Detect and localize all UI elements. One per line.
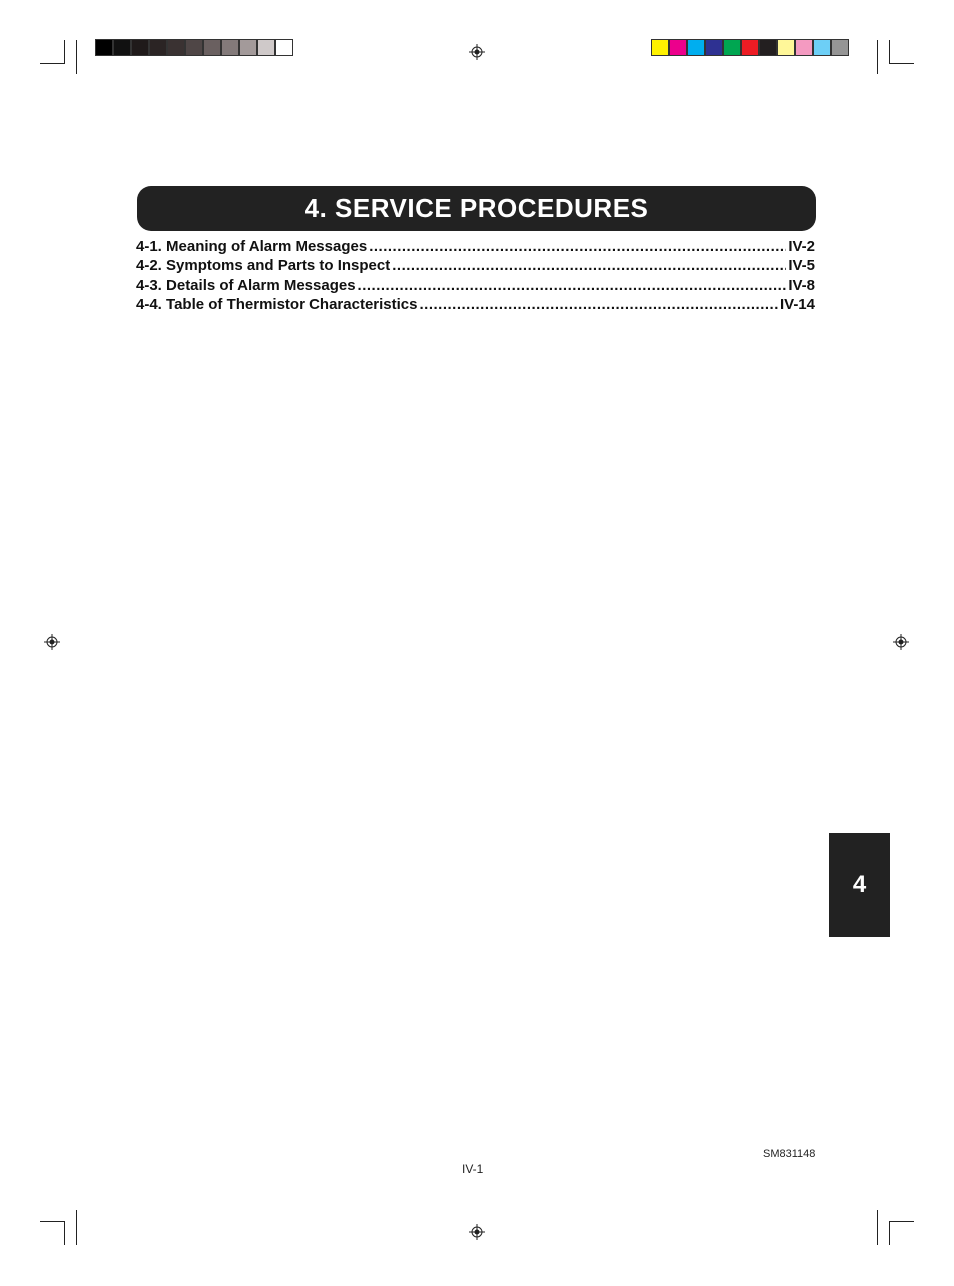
color-swatch <box>203 39 221 56</box>
section-title-banner <box>137 186 816 231</box>
process-color-bar <box>651 39 849 56</box>
color-swatch <box>257 39 275 56</box>
toc-entry-label: 4-1. Meaning of Alarm Messages <box>136 238 368 255</box>
color-swatch <box>239 39 257 56</box>
crop-mark <box>889 1221 890 1245</box>
color-swatch <box>113 39 131 56</box>
color-swatch <box>669 39 687 56</box>
registration-target-icon <box>469 44 485 60</box>
toc-leader-dots <box>358 277 787 294</box>
toc-entry[interactable] <box>136 257 815 276</box>
toc-entry-page: IV-2 <box>788 238 815 255</box>
document-code: SM831148 <box>763 1148 816 1160</box>
chapter-tab-number: 4 <box>852 871 867 898</box>
color-swatch <box>759 39 777 56</box>
color-swatch <box>221 39 239 56</box>
color-swatch <box>795 39 813 56</box>
registration-target-icon <box>44 634 60 650</box>
color-swatch <box>723 39 741 56</box>
color-swatch <box>167 39 185 56</box>
toc-entry-label: 4-4. Table of Thermistor Characteristics <box>136 296 418 314</box>
toc-entry-label: 4-2. Symptoms and Parts to Inspect <box>136 257 391 275</box>
section-title: 4. SERVICE PROCEDURES <box>304 193 649 223</box>
toc-leader-dots <box>392 257 786 274</box>
crop-mark <box>40 1221 64 1222</box>
color-swatch <box>95 39 113 56</box>
color-swatch <box>813 39 831 56</box>
crop-mark <box>877 40 878 74</box>
toc-entry[interactable] <box>136 296 815 315</box>
crop-mark <box>76 1210 77 1245</box>
registration-target-icon <box>893 634 909 650</box>
toc-entry-page: IV-8 <box>788 276 815 294</box>
crop-mark <box>64 40 65 64</box>
toc-entry-page: IV-5 <box>788 257 815 275</box>
color-swatch <box>741 39 759 56</box>
table-of-contents <box>136 238 815 316</box>
color-swatch <box>275 39 293 56</box>
crop-mark <box>64 1221 65 1245</box>
toc-entry-label: 4-3. Details of Alarm Messages <box>136 276 356 294</box>
toc-leader-dots <box>419 296 777 313</box>
color-swatch <box>831 39 849 56</box>
registration-target-icon <box>469 1224 485 1240</box>
toc-entry[interactable] <box>136 277 815 296</box>
crop-mark <box>890 1221 914 1222</box>
crop-mark <box>877 1210 878 1245</box>
crop-mark <box>76 40 77 74</box>
color-swatch <box>131 39 149 56</box>
color-swatch <box>687 39 705 56</box>
color-swatch <box>185 39 203 56</box>
crop-mark <box>890 63 914 64</box>
color-swatch <box>705 39 723 56</box>
grayscale-color-bar <box>95 39 293 56</box>
page-number: IV-1 <box>462 1162 484 1176</box>
toc-leader-dots <box>369 238 786 255</box>
color-swatch <box>149 39 167 56</box>
color-swatch <box>651 39 669 56</box>
crop-mark <box>40 63 64 64</box>
toc-entry[interactable] <box>136 238 815 257</box>
chapter-tab <box>829 833 890 937</box>
crop-mark <box>889 40 890 64</box>
toc-entry-page: IV-14 <box>779 296 815 314</box>
color-swatch <box>777 39 795 56</box>
